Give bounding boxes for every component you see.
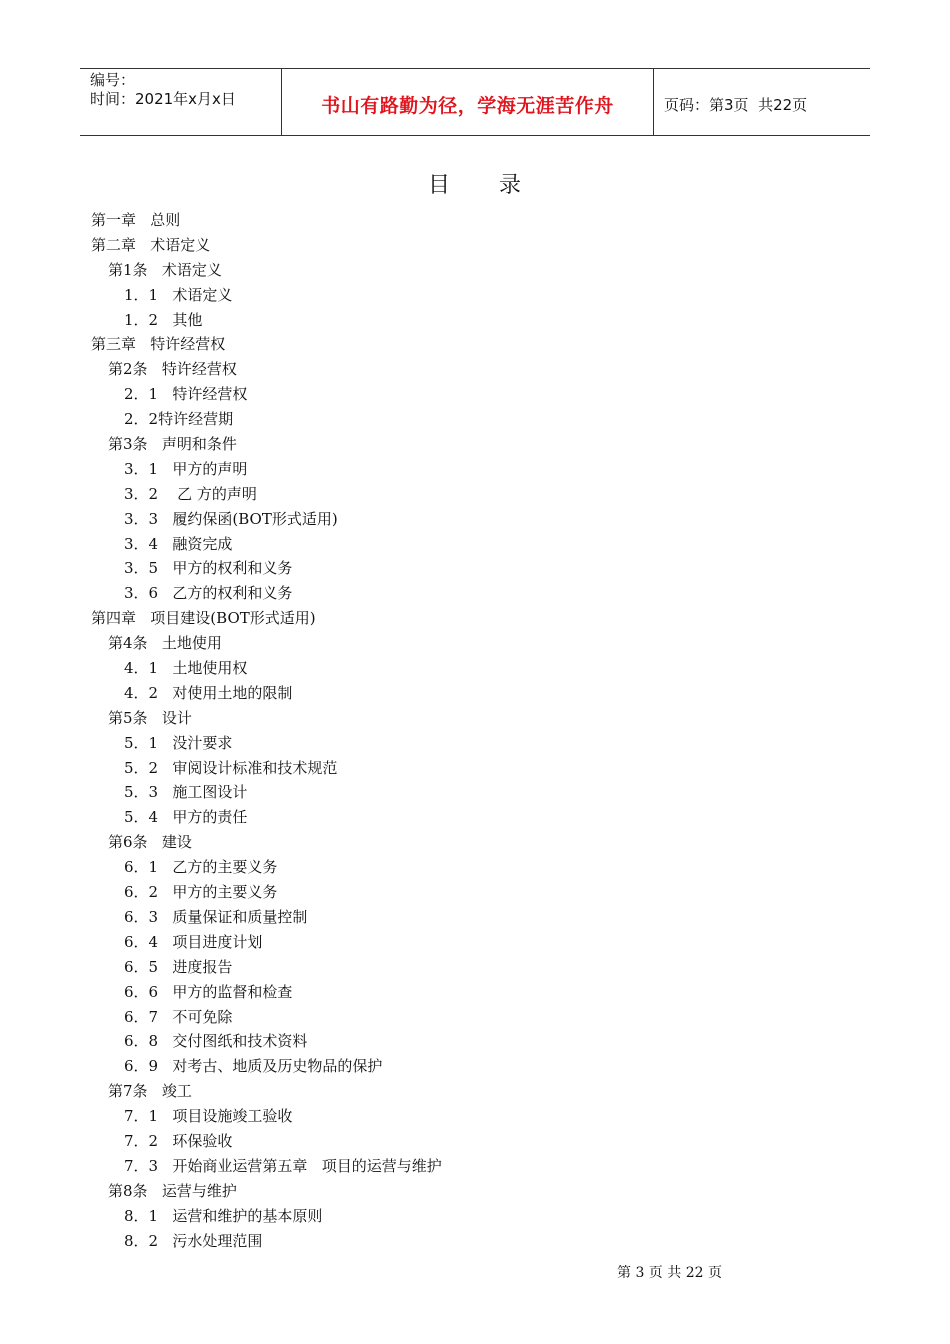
toc-article[interactable]: 第4条 土地使用 bbox=[108, 634, 222, 653]
toc-subsection[interactable]: 5．1 没汁要求 bbox=[124, 733, 233, 752]
toc-subsection[interactable]: 2．2特许经营期 bbox=[124, 410, 234, 429]
page-header bbox=[80, 68, 870, 136]
toc-subsection[interactable]: 8．2 污水处理范围 bbox=[124, 1231, 263, 1250]
toc-subsection[interactable]: 4．2 对使用土地的限制 bbox=[124, 683, 293, 702]
document-date-label: 时间：2021年x月x日 bbox=[90, 90, 236, 108]
header-motto-cell bbox=[282, 69, 654, 135]
toc-subsection[interactable]: 7．1 项目设施竣工验收 bbox=[124, 1107, 293, 1126]
toc-article[interactable]: 第8条 运营与维护 bbox=[108, 1181, 237, 1200]
toc-subsection[interactable]: 6．7 不可免除 bbox=[124, 1007, 233, 1026]
toc-title: 目 录 bbox=[428, 173, 522, 198]
toc-subsection[interactable]: 6．1 乙方的主要义务 bbox=[124, 858, 278, 877]
toc-subsection[interactable]: 7．3 开始商业运营第五章 项目的运营与维护 bbox=[124, 1156, 442, 1175]
toc-article[interactable]: 第5条 设计 bbox=[108, 708, 192, 727]
toc-subsection[interactable]: 3．1 甲方的声明 bbox=[124, 459, 248, 478]
toc-subsection[interactable]: 3．4 融资完成 bbox=[124, 534, 233, 553]
toc-subsection[interactable]: 5．3 施工图设计 bbox=[124, 783, 248, 802]
toc-subsection[interactable]: 2．1 特许经营权 bbox=[124, 385, 248, 404]
toc-article[interactable]: 第1条 术语定义 bbox=[108, 260, 222, 279]
table-of-contents bbox=[0, 208, 950, 1253]
toc-subsection[interactable]: 6．6 甲方的监督和检查 bbox=[124, 982, 293, 1001]
header-page-info: 页码：第3页 共22页 bbox=[664, 95, 808, 114]
toc-subsection[interactable]: 3．2 乙 方的声明 bbox=[124, 484, 257, 503]
toc-subsection[interactable]: 6．9 对考古、地质及历史物品的保护 bbox=[124, 1057, 383, 1076]
toc-article[interactable]: 第7条 竣工 bbox=[108, 1082, 192, 1101]
page-footer: 第 3 页 共 22 页 bbox=[617, 1265, 722, 1281]
toc-subsection[interactable]: 3．5 甲方的权利和义务 bbox=[124, 559, 293, 578]
toc-subsection[interactable]: 7．2 环保验收 bbox=[124, 1131, 233, 1150]
toc-article[interactable]: 第2条 特许经营权 bbox=[108, 360, 237, 379]
toc-article[interactable]: 第6条 建设 bbox=[108, 833, 192, 852]
toc-subsection[interactable]: 6．5 进度报告 bbox=[124, 957, 233, 976]
toc-chapter[interactable]: 第四章 项目建设(BOT形式适用) bbox=[91, 609, 316, 628]
toc-subsection[interactable]: 6．8 交付图纸和技术资料 bbox=[124, 1032, 308, 1051]
toc-subsection[interactable]: 6．4 项目进度计划 bbox=[124, 932, 263, 951]
document-number-label: 编号： bbox=[90, 71, 136, 89]
toc-subsection[interactable]: 1．2 其他 bbox=[124, 310, 203, 329]
toc-subsection[interactable]: 3．6 乙方的权利和义务 bbox=[124, 584, 293, 603]
toc-subsection[interactable]: 3．3 履约保函(BOT形式适用) bbox=[124, 509, 338, 528]
toc-chapter[interactable]: 第三章 特许经营权 bbox=[91, 335, 226, 354]
toc-subsection[interactable]: 6．2 甲方的主要义务 bbox=[124, 883, 278, 902]
toc-subsection[interactable]: 6．3 质量保证和质量控制 bbox=[124, 907, 308, 926]
toc-subsection[interactable]: 5．4 甲方的责任 bbox=[124, 808, 248, 827]
toc-chapter[interactable]: 第一章 总则 bbox=[91, 211, 181, 229]
toc-subsection[interactable]: 8．1 运营和维护的基本原则 bbox=[124, 1206, 323, 1225]
header-motto: 书山有路勤为径，学海无涯苦作舟 bbox=[321, 94, 614, 117]
toc-subsection[interactable]: 5．2 审阅设计标准和技术规范 bbox=[124, 758, 338, 777]
toc-chapter[interactable]: 第二章 术语定义 bbox=[91, 235, 211, 254]
header-meta-cell bbox=[80, 69, 282, 135]
toc-subsection[interactable]: 1．1 术语定义 bbox=[124, 285, 233, 304]
toc-article[interactable]: 第3条 声明和条件 bbox=[108, 435, 237, 454]
toc-subsection[interactable]: 4．1 土地使用权 bbox=[124, 659, 248, 678]
header-page-cell bbox=[654, 69, 870, 135]
